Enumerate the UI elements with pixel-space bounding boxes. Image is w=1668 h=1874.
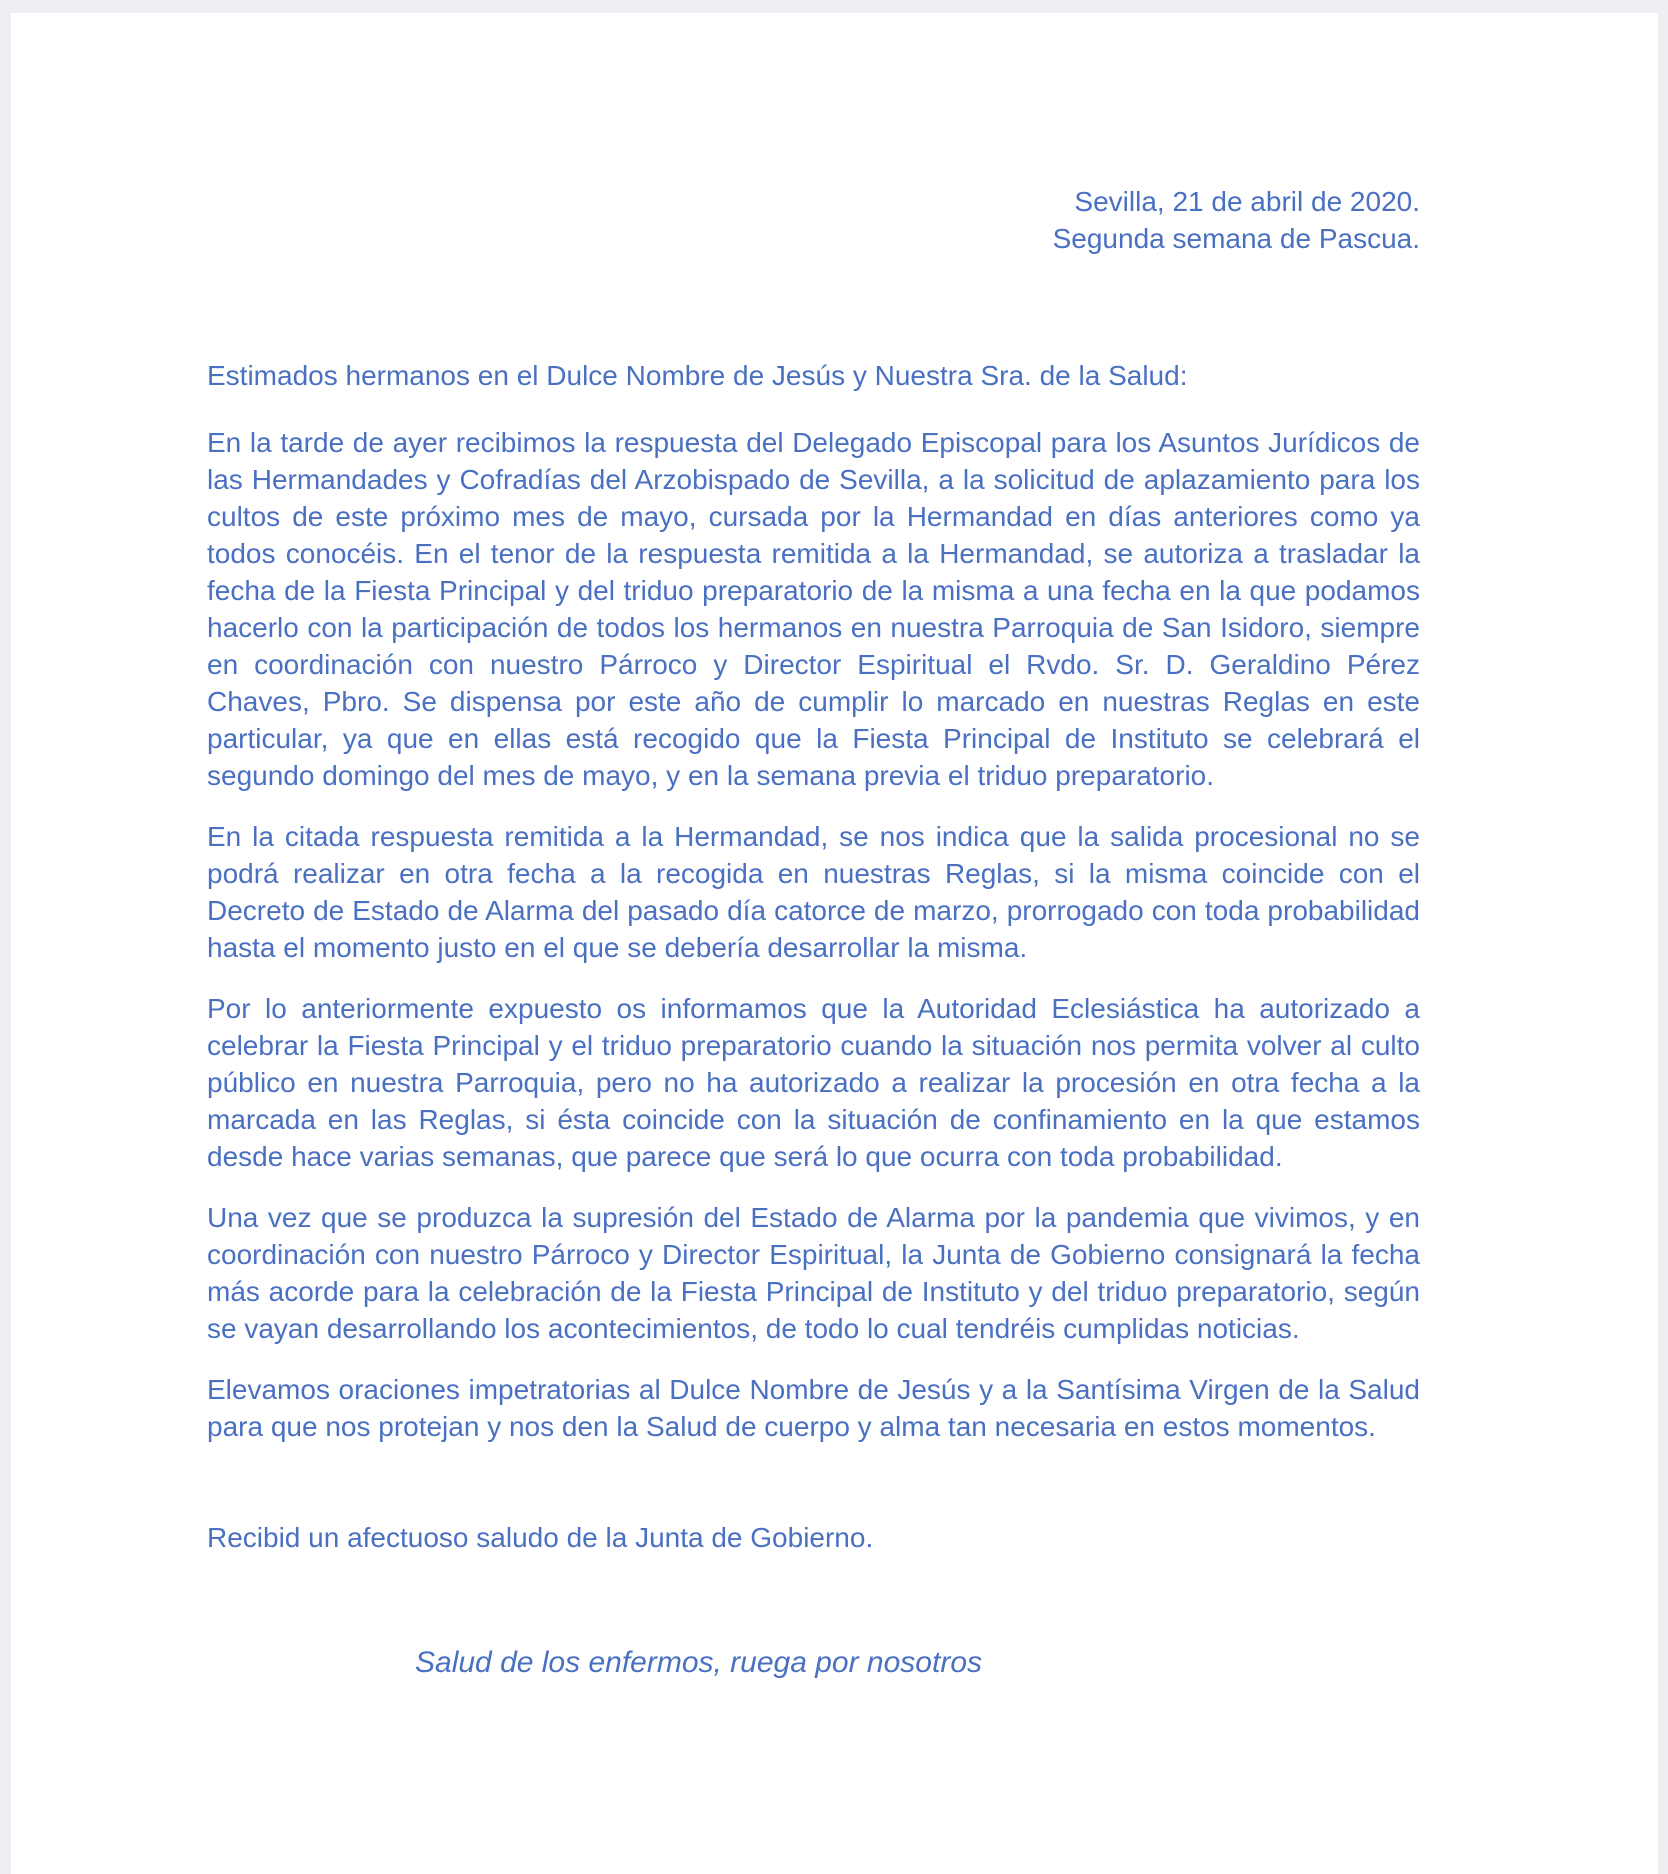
dateline-place-date: Sevilla, 21 de abril de 2020. <box>1074 186 1420 217</box>
dateline-liturgical-week: Segunda semana de Pascua. <box>1052 223 1420 254</box>
paragraph-3: Por lo anteriormente expuesto os informamos que la Autoridad Eclesiástica ha autorizado a celebrar la Fiesta Principal y el triduo preparatorio cuando la situación nos permita volver al culto público en nuestra Parroquia, pero no ha autorizado a realizar la procesión en otra fecha a la marcada en las Reglas, si ésta coincide con la situación de confinamiento en la que estamos desde hace varias semanas, que parece que será lo que ocurra con toda probabilidad. <box>207 993 1420 1172</box>
dateline <box>207 183 1420 257</box>
paragraph-2: En la citada respuesta remitida a la Hermandad, se nos indica que la salida procesional no se podrá realizar en otra fecha a la recogida en nuestras Reglas, si la misma coincide con el Decreto de Estado de Alarma del pasado día catorce de marzo, prorrogado con toda probabilidad hasta el momento justo en el que se debería desarrollar la misma. <box>207 821 1420 963</box>
closing: Recibid un afectuoso saludo de la Junta de Gobierno. <box>207 1522 874 1553</box>
letter-page <box>11 13 1658 1874</box>
paragraph-5: Elevamos oraciones impetratorias al Dulce Nombre de Jesús y a la Santísima Virgen de la Salud para que nos protejan y nos den la Salud de cuerpo y alma tan necesaria en estos momentos. <box>207 1374 1420 1442</box>
paragraph-4: Una vez que se produzca la supresión del Estado de Alarma por la pandemia que vivimos, y en coordinación con nuestro Párroco y Director Espiritual, la Junta de Gobierno consignará la fecha más acorde para la celebración de la Fiesta Principal de Instituto y del triduo preparatorio, según se vayan desarrollando los acontecimientos, de todo lo cual tendréis cumplidas noticias. <box>207 1202 1420 1344</box>
letter-content <box>11 13 1658 1874</box>
marian-motto: Salud de los enfermos, ruega por nosotros <box>415 1646 982 1679</box>
salutation: Estimados hermanos en el Dulce Nombre de Jesús y Nuestra Sra. de la Salud: <box>207 360 1188 391</box>
paragraph-1: En la tarde de ayer recibimos la respuesta del Delegado Episcopal para los Asuntos Jurídicos de las Hermandades y Cofradías del Arzobispado de Sevilla, a la solicitud de aplazamiento para los cultos de este próximo mes de mayo, cursada por la Hermandad en días anteriores como ya todos conocéis. En el tenor de la respuesta remitida a la Hermandad, se autoriza a trasladar la fecha de la Fiesta Principal y del triduo preparatorio de la misma a una fecha en la que podamos hacerlo con la participación de todos los hermanos en nuestra Parroquia de San Isidoro, siempre en coordinación con nuestro Párroco y Director Espiritual el Rvdo. Sr. D. Geraldino Pérez Chaves, Pbro. Se dispensa por este año de cumplir lo marcado en nuestras Reglas en este particular, ya que en ellas está recogido que la Fiesta Principal de Instituto se celebrará el segundo domingo del mes de mayo, y en la semana previa el triduo preparatorio. <box>207 427 1420 791</box>
